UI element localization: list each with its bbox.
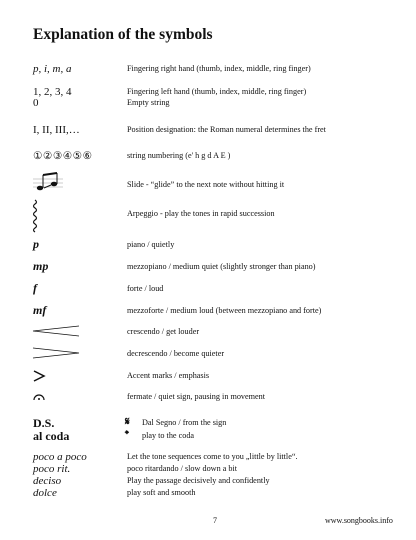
- description: Fingering right hand (thumb, index, middle, ring finger): [127, 64, 311, 73]
- description: crescendo / get louder: [127, 327, 200, 336]
- symbol-al-coda: al coda: [33, 429, 70, 443]
- symbol-row: [0, 63, 416, 83]
- symbol-row: [0, 392, 416, 412]
- description: string numbering (e' h g d A E ): [127, 151, 231, 160]
- symbol-row: [0, 304, 416, 324]
- symbol-row: [0, 238, 416, 258]
- symbol-left-hand-fingering: 1, 2, 3, 4: [33, 86, 72, 98]
- symbol-poco-rit: poco rit.: [33, 463, 71, 475]
- description: play to the coda: [142, 431, 195, 440]
- symbol-row: [0, 282, 416, 302]
- symbol-dal-segno: D.S.: [33, 416, 55, 430]
- symbol-empty-string: 0: [33, 97, 39, 109]
- accent-mark-icon: [34, 371, 44, 381]
- symbol-row: [0, 326, 416, 346]
- symbol-row: [0, 348, 416, 368]
- coda-icon: 𝄌: [125, 429, 129, 441]
- description: poco ritardando / slow down a bit: [127, 464, 238, 473]
- symbol-row: [0, 97, 416, 117]
- symbol-poco-a-poco: poco a poco: [33, 451, 87, 463]
- symbol-mezzopiano: mp: [33, 259, 49, 273]
- description: Let the tone sequences come to you „little by little“.: [127, 452, 298, 461]
- description: Empty string: [127, 98, 170, 107]
- description: piano / quietly: [127, 240, 175, 249]
- page-number: 7: [213, 516, 217, 525]
- symbol-row: [0, 200, 416, 232]
- crescendo-hairpin-icon: [33, 326, 79, 336]
- fermata-icon: [34, 393, 44, 401]
- symbol-right-hand-fingering: p, i, m, a: [33, 63, 72, 75]
- symbol-dolce: dolce: [33, 487, 57, 499]
- symbol-row: [0, 174, 416, 196]
- description: fermate / quiet sign, pausing in movement: [127, 392, 266, 401]
- description: decrescendo / become quieter: [127, 349, 225, 358]
- decrescendo-hairpin-icon: [33, 348, 79, 358]
- symbol-row: [0, 260, 416, 280]
- segno-icon: 𝄋: [125, 416, 130, 428]
- description: play soft and smooth: [127, 488, 196, 497]
- description: Dal Segno / from the sign: [142, 418, 227, 427]
- description: forte / loud: [127, 284, 164, 293]
- description: Arpeggio - play the tones in rapid succession: [127, 209, 275, 218]
- description: mezzoforte / medium loud (between mezzopiano and forte): [127, 306, 322, 315]
- description: Accent marks / emphasis: [127, 371, 210, 380]
- symbol-position: I, II, III,…: [33, 124, 80, 136]
- symbol-row: [0, 430, 416, 450]
- symbol-piano: p: [33, 237, 39, 251]
- description: Fingering left hand (thumb, index, middle, ring finger): [127, 87, 307, 96]
- description: Position designation: the Roman numeral determines the fret: [127, 125, 326, 134]
- symbol-row: [0, 487, 416, 507]
- arpeggio-icon: [33, 200, 41, 232]
- symbol-forte: f: [33, 281, 37, 295]
- symbol-row: [0, 124, 416, 144]
- symbol-string-numbers: ①②③④⑤⑥: [33, 151, 93, 162]
- symbol-row: [0, 150, 416, 170]
- slide-notation-icon: [33, 174, 63, 196]
- symbol-deciso: deciso: [33, 475, 62, 487]
- symbol-row: [0, 370, 416, 390]
- description: mezzopiano / medium quiet (slightly stronger than piano): [127, 262, 316, 271]
- website-url: www.songbooks.info: [325, 516, 393, 525]
- symbol-mezzoforte: mf: [33, 303, 47, 317]
- description: Play the passage decisively and confidently: [127, 476, 270, 485]
- page-title: Explanation of the symbols: [33, 26, 213, 43]
- description: Slide - “glide” to the next note without hitting it: [127, 180, 285, 189]
